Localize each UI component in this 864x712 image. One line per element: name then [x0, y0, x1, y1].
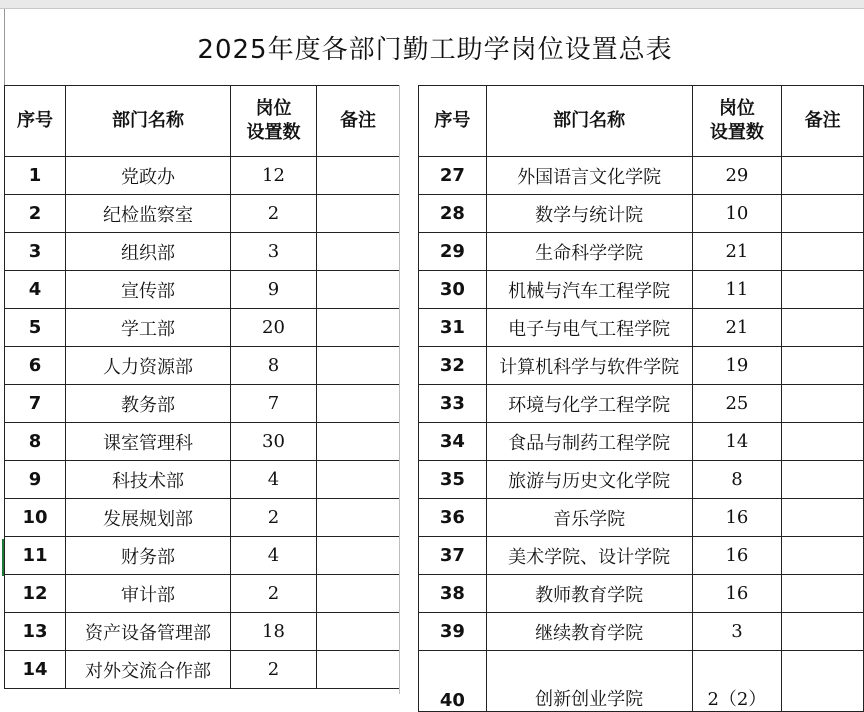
note-cell[interactable] — [317, 309, 400, 347]
note-cell[interactable] — [317, 233, 400, 271]
count-cell[interactable]: 4 — [231, 537, 317, 575]
seq-cell[interactable]: 10 — [5, 499, 66, 537]
seq-cell[interactable]: 1 — [5, 157, 66, 195]
seq-cell[interactable]: 31 — [419, 309, 487, 347]
count-cell[interactable]: 21 — [692, 233, 782, 271]
note-cell[interactable] — [317, 575, 400, 613]
right-table — [418, 85, 864, 712]
dept-cell[interactable]: 音乐学院 — [486, 499, 692, 537]
dept-cell[interactable]: 继续教育学院 — [486, 613, 692, 651]
table-row — [419, 651, 864, 712]
table-row — [419, 461, 864, 499]
table-row — [419, 575, 864, 613]
note-cell[interactable] — [317, 347, 400, 385]
note-cell[interactable] — [317, 423, 400, 461]
dept-cell[interactable]: 旅游与历史文化学院 — [486, 461, 692, 499]
right-table-body — [419, 157, 864, 712]
note-cell[interactable] — [317, 195, 400, 233]
count-cell[interactable]: 16 — [692, 575, 782, 613]
dept-cell[interactable]: 外国语言文化学院 — [486, 157, 692, 195]
seq-cell[interactable]: 30 — [419, 271, 487, 309]
table-row — [5, 537, 400, 575]
count-cell[interactable]: 16 — [692, 537, 782, 575]
seq-cell[interactable]: 11 — [5, 537, 66, 575]
count-cell[interactable]: 3 — [231, 233, 317, 271]
note-cell[interactable] — [782, 575, 864, 613]
seq-cell[interactable]: 34 — [419, 423, 487, 461]
count-cell[interactable]: 20 — [231, 309, 317, 347]
table-row — [5, 499, 400, 537]
dept-cell[interactable]: 生命科学学院 — [486, 233, 692, 271]
note-cell[interactable] — [782, 461, 864, 499]
table-row — [419, 499, 864, 537]
count-cell[interactable]: 8 — [231, 347, 317, 385]
header-count-line2: 设置数 — [246, 122, 301, 143]
seq-cell[interactable]: 8 — [5, 423, 66, 461]
dept-cell[interactable]: 组织部 — [66, 233, 231, 271]
left-table-body — [5, 157, 400, 689]
header-count[interactable] — [692, 86, 782, 157]
dept-cell[interactable]: 对外交流合作部 — [66, 651, 231, 689]
table-row — [5, 233, 400, 271]
table-row — [5, 613, 400, 651]
count-cell[interactable]: 18 — [231, 613, 317, 651]
note-cell[interactable] — [782, 157, 864, 195]
note-cell[interactable] — [782, 499, 864, 537]
note-cell[interactable] — [782, 233, 864, 271]
dept-cell[interactable]: 发展规划部 — [66, 499, 231, 537]
column-gap — [399, 85, 419, 694]
seq-cell[interactable]: 6 — [5, 347, 66, 385]
count-cell[interactable]: 7 — [231, 385, 317, 423]
table-row — [419, 385, 864, 423]
table-row — [419, 423, 864, 461]
dept-cell[interactable]: 环境与化学工程学院 — [486, 385, 692, 423]
dept-cell[interactable]: 资产设备管理部 — [66, 613, 231, 651]
note-cell[interactable] — [782, 309, 864, 347]
dept-cell[interactable]: 审计部 — [66, 575, 231, 613]
table-row — [5, 271, 400, 309]
table-row — [5, 575, 400, 613]
seq-cell[interactable]: 12 — [5, 575, 66, 613]
table-row — [5, 423, 400, 461]
note-cell[interactable] — [317, 613, 400, 651]
count-cell[interactable]: 10 — [692, 195, 782, 233]
seq-cell[interactable]: 2 — [5, 195, 66, 233]
count-cell[interactable]: 21 — [692, 309, 782, 347]
note-cell[interactable] — [317, 499, 400, 537]
note-cell[interactable] — [317, 271, 400, 309]
note-cell[interactable] — [317, 461, 400, 499]
count-cell[interactable]: 11 — [692, 271, 782, 309]
note-cell[interactable] — [782, 195, 864, 233]
table-row — [5, 157, 400, 195]
count-cell[interactable]: 29 — [692, 157, 782, 195]
header-note[interactable]: 备注 — [317, 86, 400, 157]
note-cell[interactable] — [782, 385, 864, 423]
count-cell[interactable]: 25 — [692, 385, 782, 423]
dept-cell[interactable]: 计算机科学与软件学院 — [486, 347, 692, 385]
sheet-title: 2025年度各部门勤工助学岗位设置总表 — [4, 9, 864, 85]
count-cell[interactable]: 2 — [231, 575, 317, 613]
dept-cell[interactable]: 数学与统计院 — [486, 195, 692, 233]
table-row — [5, 385, 400, 423]
table-row — [419, 157, 864, 195]
dept-cell[interactable]: 学工部 — [66, 309, 231, 347]
header-count-line1: 岗位 — [718, 98, 755, 119]
table-row — [5, 195, 400, 233]
dept-cell[interactable]: 美术学院、设计学院 — [486, 537, 692, 575]
table-row — [419, 233, 864, 271]
count-cell[interactable]: 3 — [692, 613, 782, 651]
seq-cell[interactable]: 3 — [5, 233, 66, 271]
dept-cell[interactable]: 科技术部 — [66, 461, 231, 499]
seq-cell[interactable]: 37 — [419, 537, 487, 575]
left-header-row — [5, 86, 400, 157]
seq-cell[interactable]: 39 — [419, 613, 487, 651]
note-cell[interactable] — [782, 613, 864, 651]
left-table — [4, 85, 400, 689]
header-count-line2: 设置数 — [709, 122, 764, 143]
count-cell[interactable]: 12 — [231, 157, 317, 195]
table-row — [419, 195, 864, 233]
note-cell[interactable] — [782, 347, 864, 385]
dept-cell[interactable]: 课室管理科 — [66, 423, 231, 461]
seq-cell[interactable]: 28 — [419, 195, 487, 233]
spreadsheet-header-strip — [0, 0, 864, 9]
count-cell[interactable]: 2（2） — [692, 651, 782, 712]
note-cell[interactable] — [317, 157, 400, 195]
table-row — [419, 271, 864, 309]
right-header-row — [419, 86, 864, 157]
table-row — [5, 347, 400, 385]
seq-cell[interactable]: 35 — [419, 461, 487, 499]
note-cell[interactable] — [782, 423, 864, 461]
note-cell[interactable] — [782, 271, 864, 309]
dept-cell[interactable]: 电子与电气工程学院 — [486, 309, 692, 347]
dept-cell[interactable]: 纪检监察室 — [66, 195, 231, 233]
active-row-marker — [2, 539, 4, 576]
seq-cell[interactable]: 38 — [419, 575, 487, 613]
seq-cell[interactable]: 4 — [5, 271, 66, 309]
dept-cell[interactable]: 教务部 — [66, 385, 231, 423]
dept-cell[interactable]: 财务部 — [66, 537, 231, 575]
count-cell[interactable]: 2 — [231, 651, 317, 689]
header-seq[interactable]: 序号 — [419, 86, 487, 157]
dept-cell[interactable]: 创新创业学院 — [486, 651, 692, 712]
seq-cell[interactable]: 36 — [419, 499, 487, 537]
note-cell[interactable] — [317, 651, 400, 689]
seq-cell[interactable]: 27 — [419, 157, 487, 195]
header-dept[interactable]: 部门名称 — [486, 86, 692, 157]
dept-cell[interactable]: 人力资源部 — [66, 347, 231, 385]
count-cell[interactable]: 14 — [692, 423, 782, 461]
header-count[interactable] — [231, 86, 317, 157]
count-cell[interactable]: 2 — [231, 499, 317, 537]
seq-cell[interactable]: 13 — [5, 613, 66, 651]
seq-cell[interactable]: 32 — [419, 347, 487, 385]
header-dept[interactable]: 部门名称 — [66, 86, 231, 157]
seq-cell[interactable]: 33 — [419, 385, 487, 423]
count-cell[interactable]: 30 — [231, 423, 317, 461]
count-cell[interactable]: 16 — [692, 499, 782, 537]
seq-cell[interactable]: 14 — [5, 651, 66, 689]
seq-cell[interactable]: 9 — [5, 461, 66, 499]
count-cell[interactable]: 19 — [692, 347, 782, 385]
seq-cell[interactable]: 29 — [419, 233, 487, 271]
table-row — [419, 537, 864, 575]
table-row — [419, 309, 864, 347]
note-cell[interactable] — [782, 537, 864, 575]
table-row — [5, 651, 400, 689]
seq-cell[interactable]: 5 — [5, 309, 66, 347]
note-cell[interactable] — [782, 651, 864, 712]
count-cell[interactable]: 8 — [692, 461, 782, 499]
count-cell[interactable]: 9 — [231, 271, 317, 309]
header-seq[interactable]: 序号 — [5, 86, 66, 157]
table-row — [419, 347, 864, 385]
table-row — [5, 309, 400, 347]
dept-cell[interactable]: 教师教育学院 — [486, 575, 692, 613]
table-row — [5, 461, 400, 499]
count-cell[interactable]: 4 — [231, 461, 317, 499]
note-cell[interactable] — [317, 385, 400, 423]
header-count-line1: 岗位 — [255, 98, 292, 119]
count-cell[interactable]: 2 — [231, 195, 317, 233]
table-row — [419, 613, 864, 651]
dept-cell[interactable]: 机械与汽车工程学院 — [486, 271, 692, 309]
note-cell[interactable] — [317, 537, 400, 575]
seq-cell[interactable]: 7 — [5, 385, 66, 423]
seq-cell[interactable]: 40 — [419, 651, 487, 712]
dept-cell[interactable]: 宣传部 — [66, 271, 231, 309]
dept-cell[interactable]: 党政办 — [66, 157, 231, 195]
dept-cell[interactable]: 食品与制药工程学院 — [486, 423, 692, 461]
header-note[interactable]: 备注 — [782, 86, 864, 157]
